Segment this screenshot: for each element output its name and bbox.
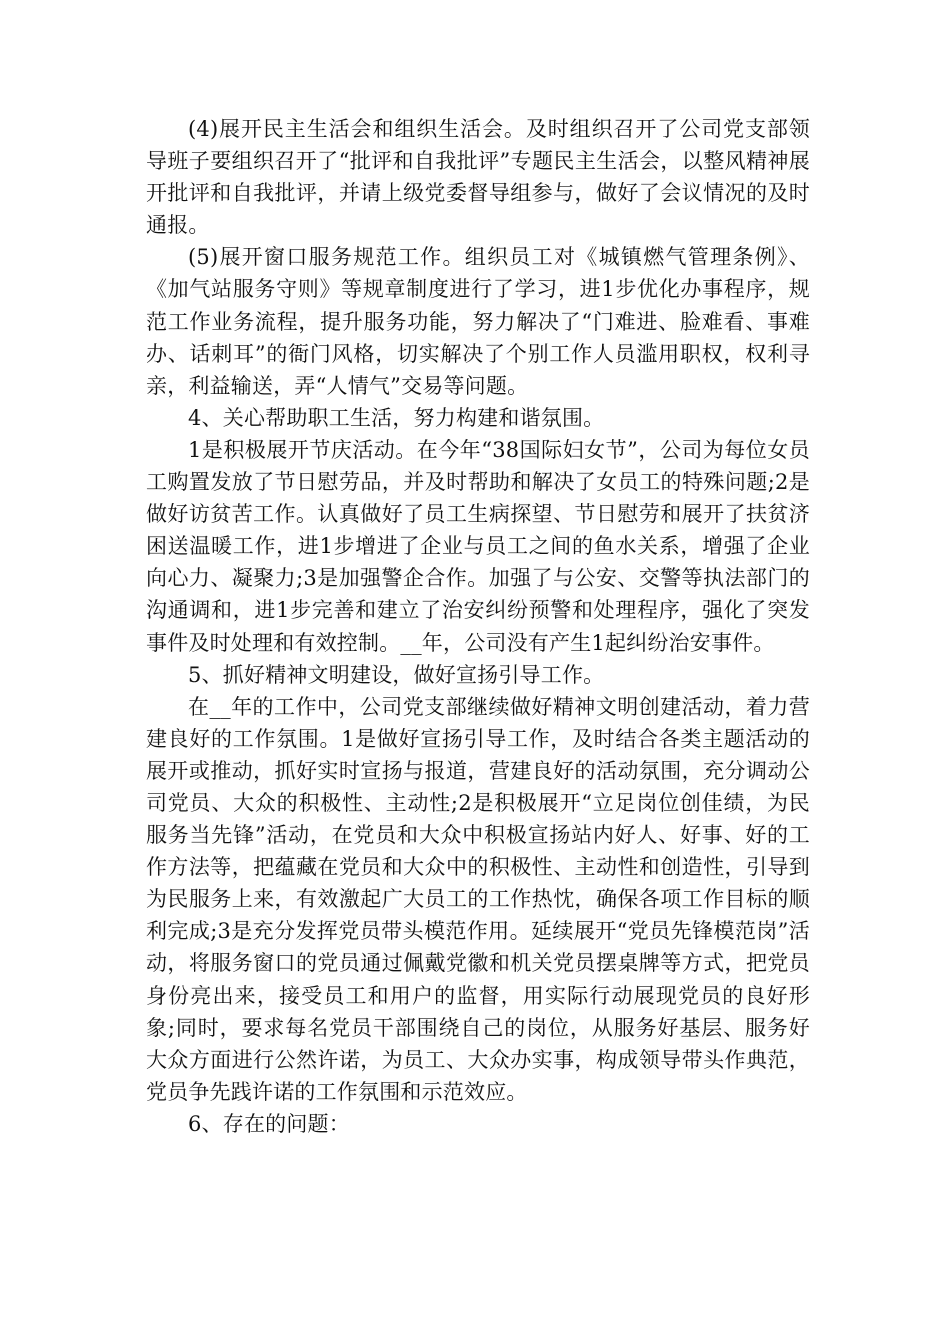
heading-existing-problems: 6、存在的问题： (188, 1111, 350, 1136)
heading-employee-care: 4、关心帮助职工生活，努力构建和谐氛围。 (188, 405, 605, 430)
paragraph-employee-care: 1是积极展开节庆活动。在今年“38国际妇女节”，公司为每位女员工购置发放了节日慰劳品，并及时帮助和解决了女员工的特殊问题;2是做好访贫苦工作。认真做好了员工生病探望、节日慰劳和展开了扶贫济困送温暖工作，进1步增进了企业与员工之间的鱼水关系，增强了企业向心力、凝聚力;3是加强警企合作。加强了与公安、交警等执法部门的沟通调和，进1步完善和建立了治安纠纷预警和处理程序，强化了突发事件及时处理和有效控制。__年，公司没有产生1起纠纷治安事件。 (146, 437, 810, 655)
document-page (146, 113, 810, 1140)
paragraph-window-service: (5)展开窗口服务规范工作。组织员工对《城镇燃气管理条例》、《加气站服务守则》等规章制度进行了学习，进1步优化办事程序，规范工作业务流程，提升服务功能，努力解决了“门难进、脸难看、事难办、话刺耳”的衙门风格，切实解决了个别工作人员滥用职权，权利寻亲，利益输送，弄“人情气”交易等问题。 (146, 245, 810, 398)
paragraph-party-life-meeting: (4)展开民主生活会和组织生活会。及时组织召开了公司党支部领导班子要组织召开了“批评和自我批评”专题民主生活会，以整风精神展开批评和自我批评，并请上级党委督导组参与，做好了会议情况的及时通报。 (146, 117, 810, 238)
paragraph-spiritual-civilization: 在__年的工作中，公司党支部继续做好精神文明创建活动，着力营建良好的工作氛围。1是做好宣扬引导工作，及时结合各类主题活动的展开或推动，抓好实时宣扬与报道，营建良好的活动氛围，充分调动公司党员、大众的积极性、主动性;2是积极展开“立足岗位创佳绩，为民服务当先锋”活动，在党员和大众中积极宣扬站内好人、好事、好的工作方法等，把蕴藏在党员和大众中的积极性、主动性和创造性，引导到为民服务上来，有效激起广大员工的工作热忱，确保各项工作目标的顺利完成;3是充分发挥党员带头模范作用。延续展开“党员先锋模范岗”活动，将服务窗口的党员通过佩戴党徽和机关党员摆桌牌等方式，把党员身份亮出来，接受员工和用户的监督，用实际行动展现党员的良好形象;同时，要求每名党员干部围绕自己的岗位，从服务好基层、服务好大众方面进行公然许诺，为员工、大众办实事，构成领导带头作典范，党员争先践许诺的工作氛围和示范效应。 (146, 694, 810, 1104)
heading-spiritual-civilization: 5、抓好精神文明建设，做好宣扬引导工作。 (188, 662, 605, 687)
